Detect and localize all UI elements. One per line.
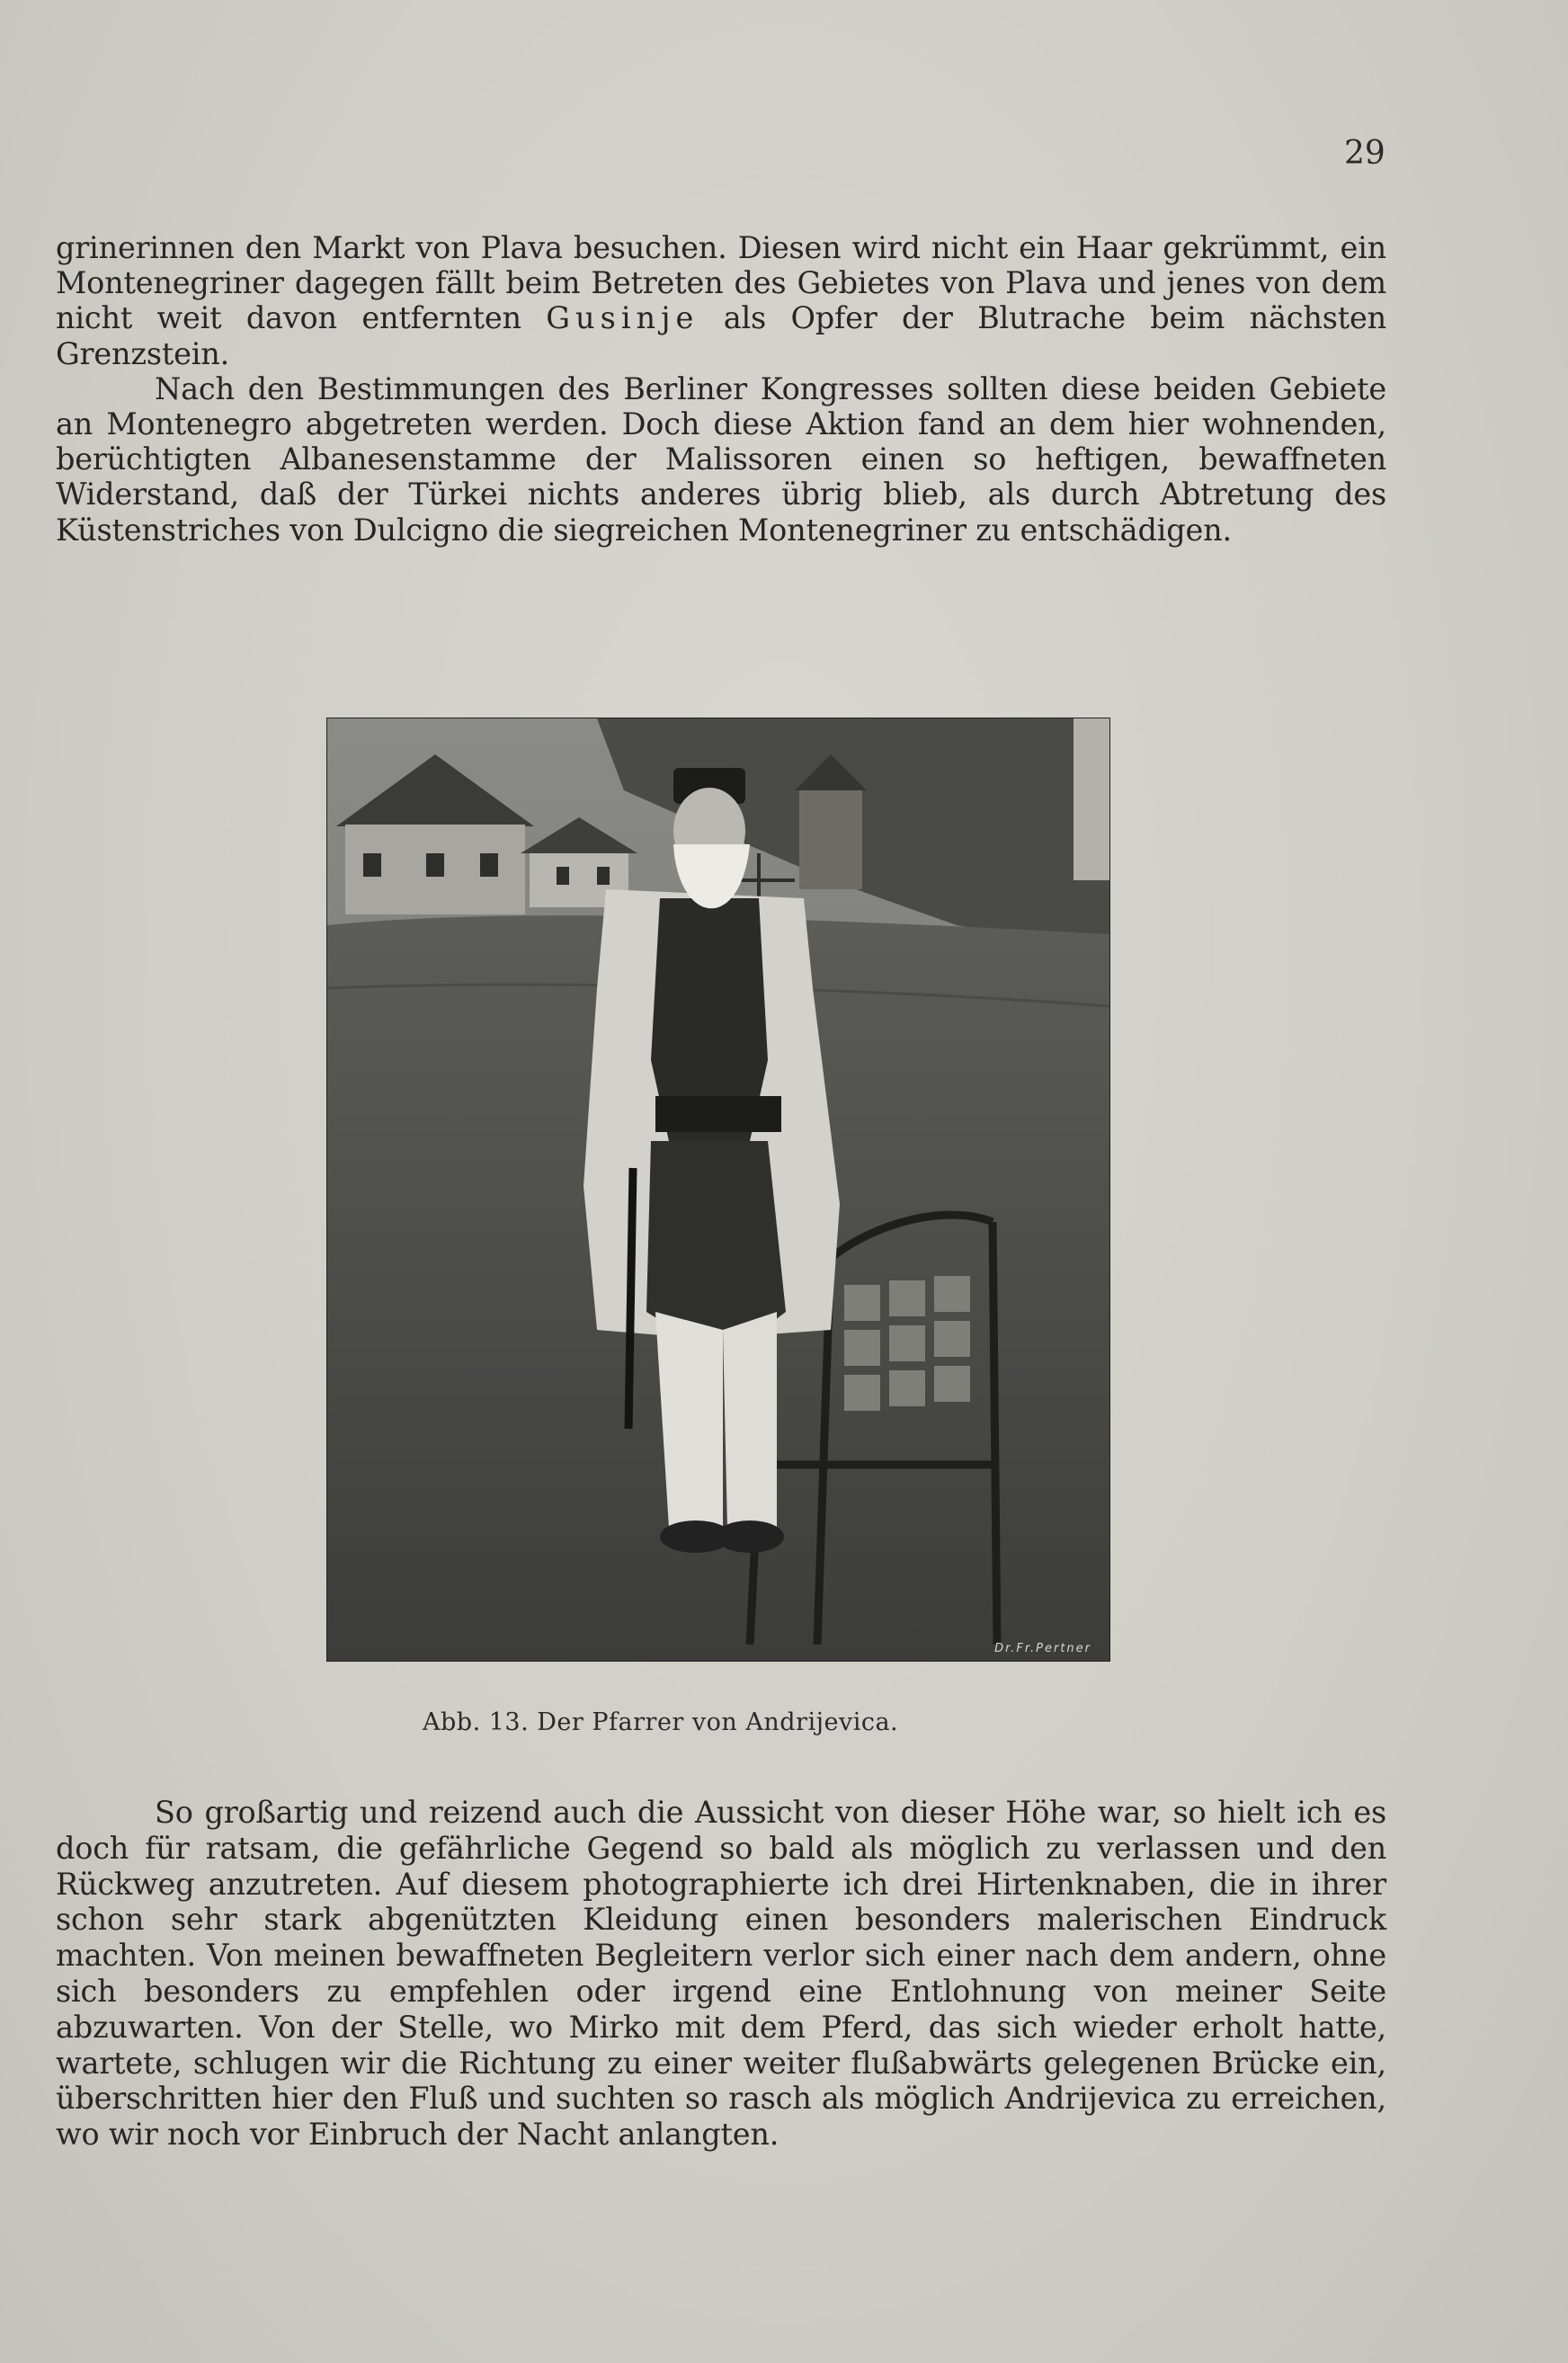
figure-caption: Abb. 13. Der Pfarrer von Andrijevica.	[423, 1708, 899, 1736]
paragraph-1-text: grinerinnen den Markt von Plava besuchen. Diesen wird nicht ein Haar gekrümmt, ein Montenegriner dagegen fällt beim Betreten des Gebietes von Plava und jenes von dem nicht weit davon entfernten	[56, 230, 1386, 336]
page-number: 29	[1344, 135, 1385, 172]
paragraph-2: Nach den Bestimmungen des Berliner Kongresses sollten diese beiden Gebiete an Montenegro abgetreten werden. Doch diese Aktion fand an dem hier wohnenden, berüchtigten Albanesenstamme der Malissoren einen so heftigen, bewaffneten Widerstand, daß der Türkei nichts anderes übrig blieb, als durch Abtretung des Küstenstriches von Dulcigno die siegreichen Montenegriner zu entschädigen.	[56, 370, 1386, 548]
paragraph-3: So großartig und reizend auch die Aussicht von dieser Höhe war, so hielt ich es doch für ratsam, die gefährliche Gegend so bald als möglich zu verlassen und den Rückweg anzutreten. Auf diesem photographierte ich drei Hirtenknaben, die in ihrer schon sehr stark abgenützten Kleidung einen besonders malerischen Eindruck machten. Von meinen bewaffneten Begleitern verlor sich einer nach dem andern, ohne sich besonders zu empfehlen oder irgend eine Entlohnung von meiner Seite abzuwarten. Von der Stelle, wo Mirko mit dem Pferd, das sich wieder erholt hatte, wartete, schlugen wir die Richtung zu einer weiter flußabwärts gelegenen Brücke ein, überschritten hier den Fluß und suchten so rasch als möglich Andrijevica zu erreichen, wo wir noch vor Einbruch der Nacht anlangten.	[56, 1795, 1386, 2153]
paragraph-1	[56, 230, 1386, 371]
figure-photo	[326, 718, 1110, 1662]
bottom-text-block	[56, 1795, 1386, 2153]
photo-image	[327, 718, 1109, 1661]
top-text-block	[56, 230, 1386, 548]
paragraph-1-text-end: als Opfer der Blutrache beim nächsten Grenzstein.	[56, 300, 1386, 371]
spaced-place-name: Gusinje	[546, 300, 699, 336]
photo-chair-panels	[844, 1276, 970, 1411]
photo-credit: Dr.Fr.Pertner	[994, 1642, 1091, 1655]
